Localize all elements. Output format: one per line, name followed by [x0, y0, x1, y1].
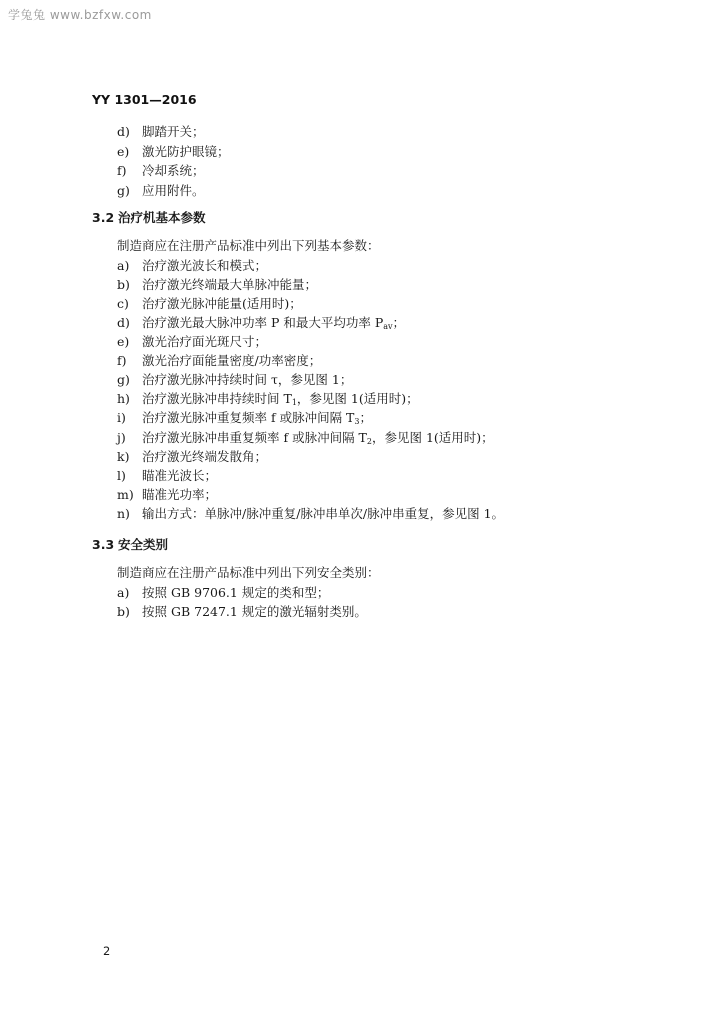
list-item — [117, 315, 405, 335]
list-item — [117, 430, 494, 450]
list-item-text: 激光治疗面能量密度/功率密度； — [142, 353, 322, 368]
list-item-text: 脚踏开关； — [142, 124, 205, 139]
list-item — [117, 353, 321, 369]
list-item-label: k) — [117, 449, 130, 464]
list-item-label: e) — [117, 334, 130, 349]
subscript: 2 — [366, 437, 372, 446]
list-item — [117, 277, 317, 293]
list-item-text: 按照 GB 9706.1 规定的类和型； — [142, 585, 330, 600]
list-item-label: m) — [117, 487, 134, 502]
section-title: 治疗机基本参数 — [118, 210, 206, 225]
list-item-text: 治疗激光脉冲重复频率 f 或脉冲间隔 T — [142, 410, 355, 425]
list-item-label: d) — [117, 315, 130, 330]
list-item-text: 按照 GB 7247.1 规定的激光辐射类别。 — [142, 604, 367, 619]
page-number: 2 — [103, 944, 111, 958]
list-item — [117, 144, 230, 160]
list-item-label: g) — [117, 183, 130, 198]
list-item — [117, 372, 352, 388]
list-item — [117, 506, 504, 522]
section-number: 3.2 — [92, 210, 115, 225]
list-item-text-after: ； — [392, 315, 406, 330]
list-item-label: f) — [117, 163, 127, 178]
list-item — [117, 449, 267, 465]
section-intro: 制造商应在注册产品标准中列出下列基本参数： — [117, 238, 380, 253]
list-item — [117, 604, 367, 620]
list-item — [117, 183, 205, 199]
list-item — [117, 391, 419, 411]
list-item-text: 应用附件。 — [142, 183, 205, 198]
list-item-text: 治疗激光波长和模式； — [142, 258, 268, 273]
section-intro: 制造商应在注册产品标准中列出下列安全类别： — [117, 565, 380, 580]
list-item-text-after: ； — [359, 410, 372, 425]
list-item-label: j) — [117, 430, 126, 445]
list-item-text: 治疗激光终端发散角； — [142, 449, 268, 464]
list-item-text: 瞄准光波长； — [142, 468, 218, 483]
list-item-text: 治疗激光脉冲串持续时间 T — [142, 391, 292, 406]
list-item-label: l) — [117, 468, 126, 483]
list-item-label: e) — [117, 144, 130, 159]
list-item — [117, 410, 372, 430]
list-item-text-after: ，参见图 1(适用时)； — [296, 391, 419, 406]
list-item-label: a) — [117, 258, 130, 273]
list-item-label: g) — [117, 372, 130, 387]
list-item-text: 激光防护眼镜； — [142, 144, 230, 159]
list-item — [117, 163, 205, 179]
list-item — [117, 258, 267, 274]
watermark-text: 学兔兔 www.bzfxw.com — [8, 8, 152, 22]
list-item-text: 激光治疗面光斑尺寸； — [142, 334, 268, 349]
list-item-text: 治疗激光终端最大单脉冲能量； — [142, 277, 318, 292]
standard-number-header: YY 1301—2016 — [92, 92, 197, 107]
list-item-text: 治疗激光脉冲串重复频率 f 或脉冲间隔 T — [142, 430, 367, 445]
subscript: av — [383, 322, 393, 331]
section-heading-3-3 — [92, 537, 168, 553]
list-item-text: 治疗激光脉冲持续时间 τ，参见图 1； — [142, 372, 353, 387]
list-item — [117, 468, 217, 484]
list-item — [117, 487, 217, 503]
list-item-text-after: ，参见图 1(适用时)； — [371, 430, 494, 445]
list-item — [117, 585, 329, 601]
subscript: 3 — [354, 417, 360, 426]
section-title: 安全类别 — [118, 537, 169, 552]
list-item-label: f) — [117, 353, 127, 368]
list-item-label: d) — [117, 124, 130, 139]
section-heading-3-2 — [92, 210, 206, 226]
list-item-text: 输出方式：单脉冲/脉冲重复/脉冲串单次/脉冲串重复，参见图 1。 — [142, 506, 505, 521]
list-item-text: 冷却系统； — [142, 163, 205, 178]
list-item — [117, 334, 267, 350]
list-item — [117, 296, 302, 312]
list-item-label: a) — [117, 585, 130, 600]
list-item-label: n) — [117, 506, 130, 521]
list-item — [117, 124, 205, 140]
section-number: 3.3 — [92, 537, 115, 552]
list-item-label: b) — [117, 277, 130, 292]
list-item-label: b) — [117, 604, 130, 619]
list-item-text: 瞄准光功率； — [142, 487, 218, 502]
subscript: 1 — [291, 398, 297, 407]
list-item-label: c) — [117, 296, 129, 311]
list-item-text: 治疗激光最大脉冲功率 P 和最大平均功率 P — [142, 315, 384, 330]
list-item-text: 治疗激光脉冲能量(适用时)； — [142, 296, 302, 311]
list-item-label: i) — [117, 410, 126, 425]
list-item-label: h) — [117, 391, 130, 406]
